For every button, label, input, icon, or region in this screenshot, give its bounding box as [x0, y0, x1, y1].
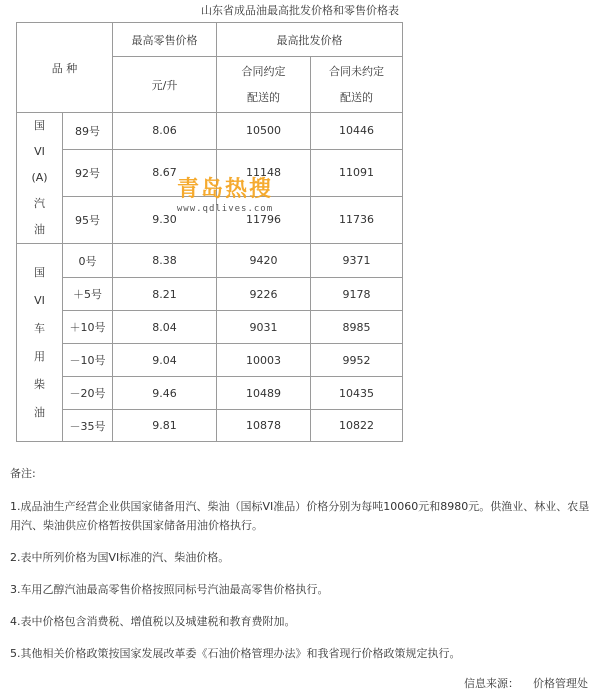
- retail-cell: 9.30: [113, 196, 217, 243]
- gasoline-label-char: (A): [31, 171, 48, 184]
- retail-cell: 9.46: [113, 377, 217, 410]
- contract-cell: 10878: [217, 410, 311, 442]
- wholesale-header: 最高批发价格: [217, 23, 403, 57]
- contract-cell: 9226: [217, 278, 311, 311]
- source-value: 价格管理处: [533, 677, 588, 690]
- contract-cell: 11148: [217, 149, 311, 196]
- grade-cell: ＋10号: [63, 311, 113, 344]
- notes-section: [10, 465, 595, 676]
- variety-header: 品 种: [17, 23, 113, 113]
- diesel-label-char: 用: [34, 349, 45, 363]
- noncontract-cell: 10435: [311, 377, 403, 410]
- table-row: [17, 410, 403, 442]
- contract-cell: 9420: [217, 244, 311, 278]
- watermark-url: www.qdlives.com: [176, 204, 274, 214]
- retail-cell: 8.06: [113, 113, 217, 150]
- retail-cell: 9.81: [113, 410, 217, 442]
- table-row: [17, 244, 403, 278]
- contract-cell: 10489: [217, 377, 311, 410]
- watermark-text: 青岛热搜: [176, 177, 273, 202]
- note-item: 4.表中价格包含消费税、增值税以及城建税和教育费附加。: [10, 615, 296, 628]
- table-row: [17, 344, 403, 377]
- noncontract-cell: 8985: [311, 311, 403, 344]
- retail-header: 最高零售价格: [113, 23, 217, 57]
- gasoline-label-char: 汽: [34, 197, 45, 210]
- price-table: [16, 22, 403, 442]
- noncontract-header: [311, 57, 403, 113]
- gasoline-label-char: VI: [34, 145, 45, 158]
- table-row: [17, 377, 403, 410]
- retail-cell: 8.21: [113, 278, 217, 311]
- diesel-label-char: 柴: [34, 377, 45, 391]
- grade-cell: 89号: [63, 113, 113, 150]
- contract-cell: 10500: [217, 113, 311, 150]
- contract-header-line2: 配送的: [247, 90, 280, 104]
- noncontract-header-line2: 配送的: [340, 90, 373, 104]
- noncontract-cell: 10446: [311, 113, 403, 150]
- retail-cell: 8.04: [113, 311, 217, 344]
- note-item: 1.成品油生产经营企业供国家储备用汽、柴油（国标VI准品）价格分别为每吨10060元和8980元。供渔业、林业、农垦用汽、柴油供应价格暂按供国家储备用油价格执行。: [10, 500, 590, 532]
- source-line: [464, 675, 588, 691]
- table-header-row: [17, 23, 403, 57]
- table-row: [17, 311, 403, 344]
- grade-cell: －20号: [63, 377, 113, 410]
- table-row: [17, 278, 403, 311]
- retail-cell: 8.67: [113, 149, 217, 196]
- noncontract-cell: 9371: [311, 244, 403, 278]
- notes-title: 备注:: [10, 467, 36, 480]
- contract-header: [217, 57, 311, 113]
- retail-cell: 8.38: [113, 244, 217, 278]
- noncontract-cell: 11736: [311, 196, 403, 243]
- diesel-label-char: VI: [34, 293, 45, 307]
- diesel-label-char: 油: [34, 405, 45, 419]
- note-item: 2.表中所列价格为国VI标准的汽、柴油价格。: [10, 551, 230, 564]
- grade-cell: 92号: [63, 149, 113, 196]
- unit-header: 元/升: [113, 57, 217, 113]
- noncontract-cell: 9178: [311, 278, 403, 311]
- gasoline-category-label: [17, 113, 63, 244]
- grade-cell: 95号: [63, 196, 113, 243]
- gasoline-label-char: 国: [34, 119, 45, 132]
- retail-cell: 9.04: [113, 344, 217, 377]
- note-item: 3.车用乙醇汽油最高零售价格按照同标号汽油最高零售价格执行。: [10, 583, 329, 596]
- grade-cell: ＋5号: [63, 278, 113, 311]
- grade-cell: 0号: [63, 244, 113, 278]
- note-item: 5.其他相关价格政策按国家发展改革委《石油价格管理办法》和我省现行价格政策规定执行。: [10, 647, 461, 660]
- diesel-category-label: [17, 244, 63, 442]
- table-row: [17, 196, 403, 243]
- table-row: [17, 113, 403, 150]
- contract-header-line1: 合同约定: [241, 64, 286, 78]
- page-title: 山东省成品油最高批发价格和零售价格表: [201, 4, 399, 17]
- noncontract-header-line1: 合同未约定: [329, 64, 384, 78]
- diesel-label-char: 国: [34, 265, 45, 279]
- noncontract-cell: 9952: [311, 344, 403, 377]
- gasoline-label-char: 油: [34, 223, 45, 236]
- contract-cell: 9031: [217, 311, 311, 344]
- contract-cell: 11796: [217, 196, 311, 243]
- contract-cell: 10003: [217, 344, 311, 377]
- grade-cell: －10号: [63, 344, 113, 377]
- noncontract-cell: 11091: [311, 149, 403, 196]
- table-row: [17, 149, 403, 196]
- grade-cell: －35号: [63, 410, 113, 442]
- source-label: 信息来源：: [464, 677, 519, 690]
- noncontract-cell: 10822: [311, 410, 403, 442]
- diesel-label-char: 车: [34, 321, 45, 335]
